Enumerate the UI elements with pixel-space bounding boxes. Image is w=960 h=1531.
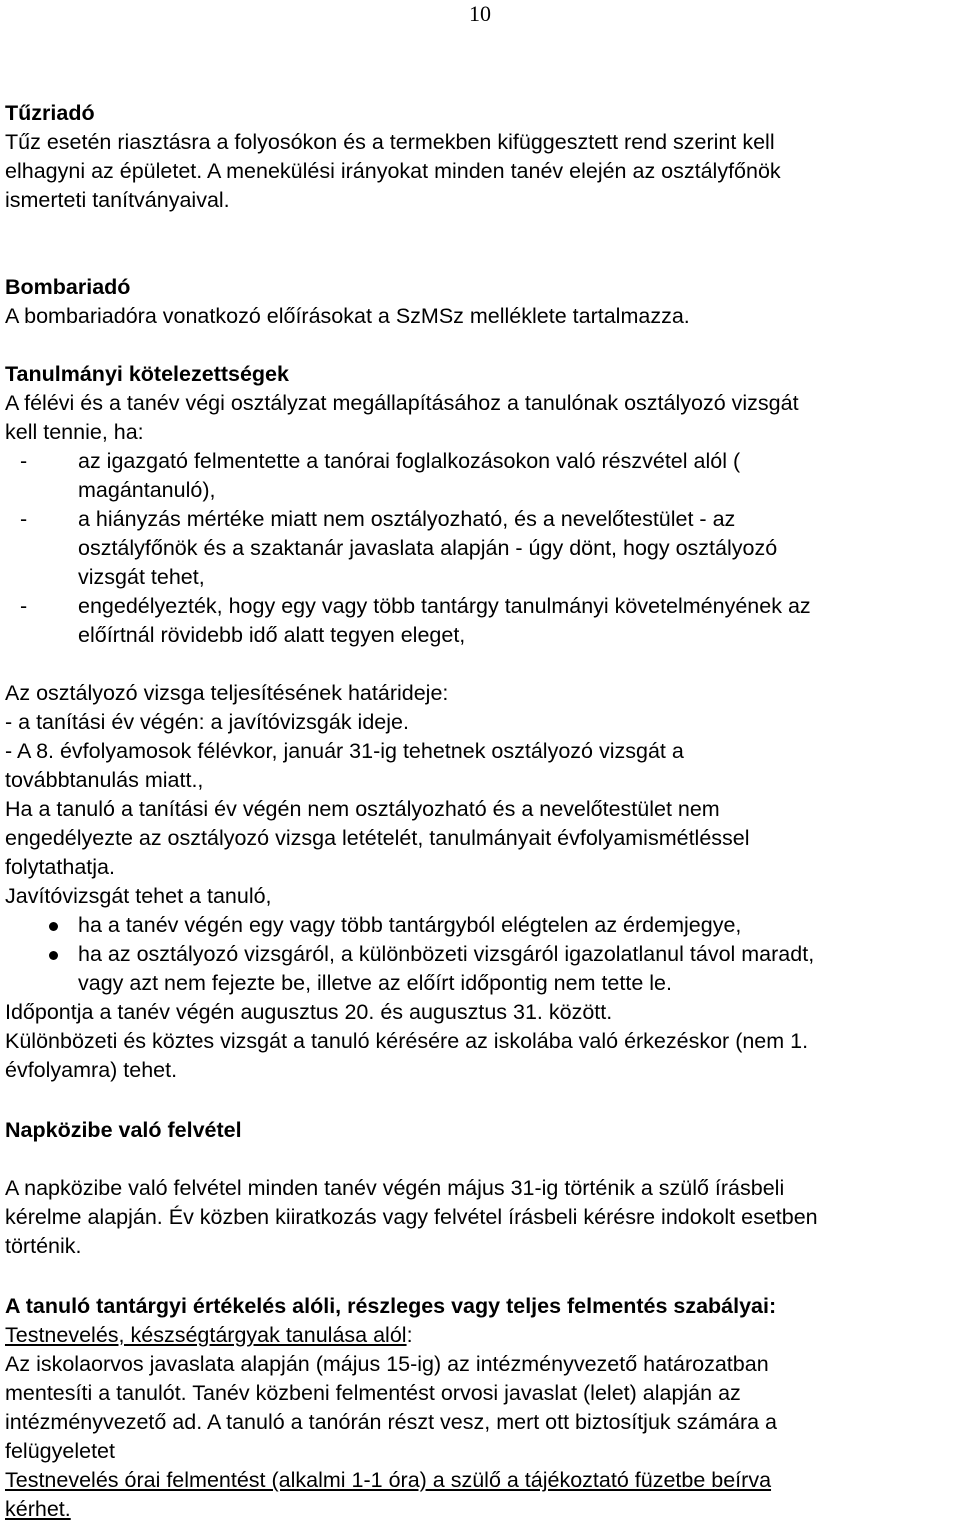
exam-conditions-list bbox=[5, 447, 960, 650]
list-item bbox=[5, 940, 960, 998]
list-item-line: ha a tanév végén egy vagy több tantárgyból elégtelen az érdemjegye, bbox=[78, 913, 742, 937]
list-item-line: a hiányzás mértéke miatt nem osztályozható, és a nevelőtestület - az bbox=[78, 507, 736, 531]
exemption-subtitle bbox=[5, 1321, 960, 1350]
page-number: 10 bbox=[469, 1, 491, 26]
paragraph-line: A napközibe való felvétel minden tanév végén május 31-ig történik a szülő írásbeli bbox=[5, 1176, 785, 1200]
paragraph-line: engedélyezte az osztályozó vizsga letételét, tanulmányait évfolyamismétléssel bbox=[5, 826, 750, 850]
paragraph-line: Különbözeti és köztes vizsgát a tanuló kérésére az iskolába való érkezéskor (nem 1. bbox=[5, 1029, 809, 1053]
list-item-line: vagy azt nem fejezte be, illetve az előírt időpontig nem tette le. bbox=[78, 971, 672, 995]
bullet-icon bbox=[49, 922, 58, 931]
bomb-alert-heading: Bombariadó bbox=[5, 275, 131, 299]
paragraph-line: Az osztályozó vizsga teljesítésének határideje: bbox=[5, 681, 449, 705]
bomb-alert-section bbox=[5, 273, 960, 331]
list-item-line: vizsgát tehet, bbox=[78, 565, 205, 589]
daycare-admission-section bbox=[5, 1116, 960, 1261]
underlined-line: Testnevelés órai felmentést (alkalmi 1-1 óra) a szülő a tájékoztató füzetbe beírva bbox=[5, 1468, 772, 1492]
paragraph-line: kell tennie, ha: bbox=[5, 420, 144, 444]
paragraph-line: A félévi és a tanév végi osztályzat megállapításához a tanulónak osztályozó vizsgát bbox=[5, 391, 799, 415]
paragraph-line: továbbtanulás miatt., bbox=[5, 768, 204, 792]
document-body bbox=[5, 99, 960, 1524]
list-item-line: előírtnál rövidebb idő alatt tegyen eleget, bbox=[78, 623, 466, 647]
list-item-line: az igazgató felmentette a tanórai foglalkozásokon való részvétel alól ( bbox=[78, 449, 741, 473]
dash-marker: - bbox=[20, 449, 28, 473]
paragraph-line: A bombariadóra vonatkozó előírásokat a SzMSz melléklete tartalmazza. bbox=[5, 304, 690, 328]
fire-drill-heading: Tűzriadó bbox=[5, 101, 95, 125]
paragraph-line: Az iskolaorvos javaslata alapján (május 15-ig) az intézményvezető határozatban bbox=[5, 1352, 769, 1376]
list-item-line: engedélyezték, hogy egy vagy több tantárgy tanulmányi követelményének az bbox=[78, 594, 811, 618]
paragraph-line: mentesíti a tanulót. Tanév közbeni felmentést orvosi javaslat (lelet) alapján az bbox=[5, 1381, 741, 1405]
paragraph-line: történik. bbox=[5, 1234, 82, 1258]
list-item bbox=[5, 911, 960, 940]
dash-marker: - bbox=[20, 507, 28, 531]
study-obligations-heading: Tanulmányi kötelezettségek bbox=[5, 362, 289, 386]
subtitle-colon: : bbox=[406, 1323, 413, 1347]
exemption-rules-section bbox=[5, 1292, 960, 1524]
fire-drill-section bbox=[5, 99, 960, 215]
list-item bbox=[5, 447, 960, 505]
paragraph-line: intézményvezető ad. A tanuló a tanórán részt vesz, mert ott biztosítjuk számára a bbox=[5, 1410, 777, 1434]
paragraph-line: felügyeletet bbox=[5, 1439, 115, 1463]
paragraph-line: folytathatja. bbox=[5, 855, 115, 879]
list-item-line: magántanuló), bbox=[78, 478, 216, 502]
underlined-line: kérhet. bbox=[5, 1497, 71, 1521]
paragraph-line: évfolyamra) tehet. bbox=[5, 1058, 178, 1082]
paragraph-line: - A 8. évfolyamosok félévkor, január 31-ig tehetnek osztályozó vizsgát a bbox=[5, 739, 684, 763]
paragraph-line: elhagyni az épületet. A menekülési irányokat minden tanév elején az osztályfőnök bbox=[5, 159, 781, 183]
paragraph-line: Javítóvizsgát tehet a tanuló, bbox=[5, 884, 272, 908]
paragraph-line: Ha a tanuló a tanítási év végén nem osztályozható és a nevelőtestület nem bbox=[5, 797, 720, 821]
list-item bbox=[5, 505, 960, 592]
list-item bbox=[5, 592, 960, 650]
paragraph-line: Tűz esetén riasztásra a folyosókon és a termekben kifüggesztett rend szerint kell bbox=[5, 130, 775, 154]
list-item-line: osztályfőnök és a szaktanár javaslata alapján - úgy dönt, hogy osztályozó bbox=[78, 536, 778, 560]
paragraph-line: Időpontja a tanév végén augusztus 20. és augusztus 31. között. bbox=[5, 1000, 613, 1024]
paragraph-line: kérelme alapján. Év közben kiiratkozás vagy felvétel írásbeli kérésre indokolt esetben bbox=[5, 1205, 818, 1229]
list-item-line: ha az osztályozó vizsgáról, a különbözeti vizsgáról igazolatlanul távol maradt, bbox=[78, 942, 815, 966]
underlined-subtitle: Testnevelés, készségtárgyak tanulása alól bbox=[5, 1323, 407, 1347]
dash-marker: - bbox=[20, 594, 28, 618]
study-obligations-section bbox=[5, 360, 960, 1085]
bullet-icon bbox=[49, 951, 58, 960]
daycare-admission-heading: Napközibe való felvétel bbox=[5, 1118, 242, 1142]
paragraph-line: - a tanítási év végén: a javítóvizsgák ideje. bbox=[5, 710, 409, 734]
retake-conditions-list bbox=[5, 911, 960, 998]
paragraph-line: ismerteti tanítványaival. bbox=[5, 188, 230, 212]
exemption-rules-heading: A tanuló tantárgyi értékelés alóli, részleges vagy teljes felmentés szabályai: bbox=[5, 1294, 777, 1318]
